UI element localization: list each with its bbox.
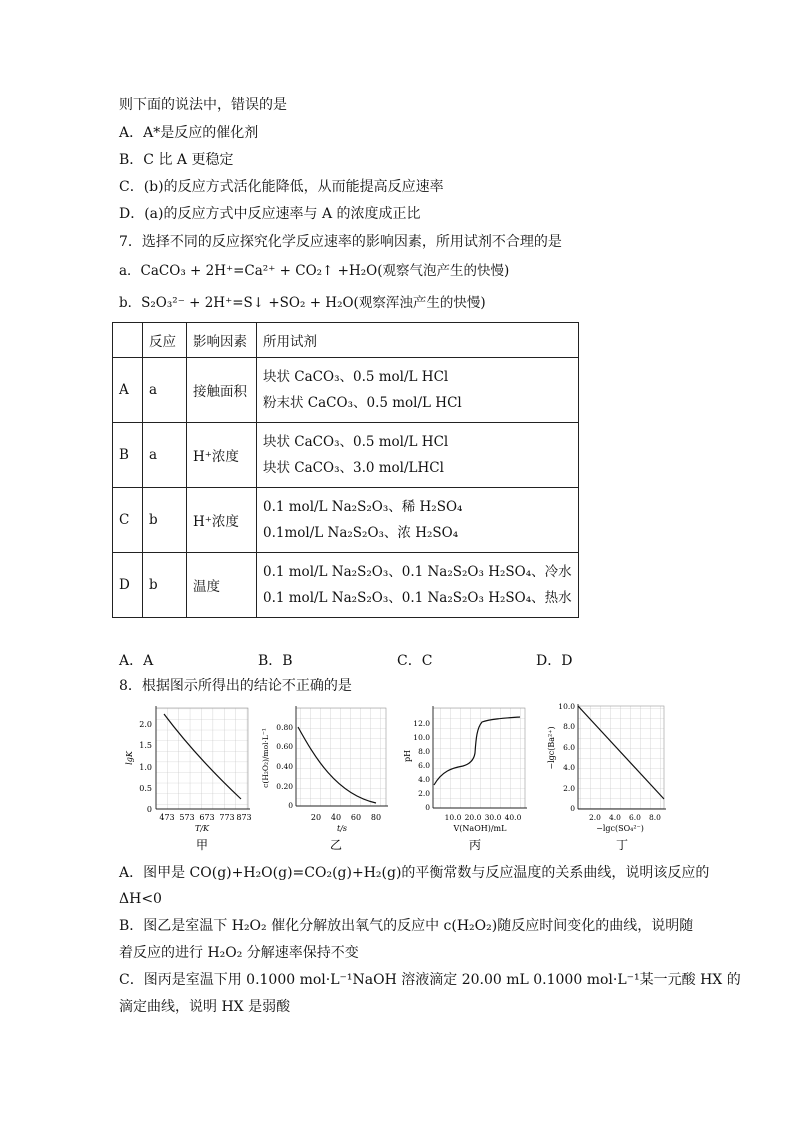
row-factor: H⁺浓度 <box>187 423 257 488</box>
row-factor: H⁺浓度 <box>187 488 257 553</box>
graph-ding <box>547 702 666 852</box>
x-tick: 40 <box>330 813 342 822</box>
y-tick: 2.0 <box>139 720 152 729</box>
x-tick: 40.0 <box>504 813 522 822</box>
choice-d: D．D <box>536 653 573 669</box>
y-tick: 0 <box>570 804 575 813</box>
y-tick: 1.5 <box>139 741 152 750</box>
y-tick: 4.0 <box>563 763 575 772</box>
reagent-line: 块状 CaCO₃、0.5 mol/L HCl <box>263 369 449 385</box>
reagent-line: 块状 CaCO₃、3.0 mol/LHCl <box>263 460 444 476</box>
row-label: A <box>113 358 143 423</box>
row-factor: 接触面积 <box>187 358 257 423</box>
y-tick: 0.80 <box>276 723 293 732</box>
reagent-line: 块状 CaCO₃、0.5 mol/L HCl <box>263 434 449 450</box>
x-tick: 30.0 <box>484 813 502 822</box>
reagent-line: 0.1 mol/L Na₂S₂O₃、稀 H₂SO₄ <box>263 499 463 515</box>
q7-stem: 7．选择不同的反应探究化学反应速率的影响因素，所用试剂不合理的是 <box>119 234 562 250</box>
q8-option-a-line1: A．图甲是 CO(g)+H₂O(g)=CO₂(g)+H₂(g)的平衡常数与反应温度的关系曲线，说明该反应的 <box>119 865 710 881</box>
y-tick: 0.5 <box>139 784 152 793</box>
x-axis-label: t/s <box>336 824 348 833</box>
y-tick: 0.60 <box>276 742 293 751</box>
row-reaction: b <box>143 553 187 618</box>
q8-stem: 8．根据图示所得出的结论不正确的是 <box>119 678 352 694</box>
row-reaction: b <box>143 488 187 553</box>
q6-option-b: B．C 比 A 更稳定 <box>119 152 234 168</box>
choice-b: B．B <box>258 653 293 669</box>
q8-option-a-line2: ΔH<0 <box>119 891 162 907</box>
x-tick: 80 <box>370 813 382 822</box>
q7-reaction-a: a．CaCO₃ + 2H⁺=Ca²⁺ + CO₂↑ +H₂O(观察气泡产生的快慢) <box>119 263 510 279</box>
q8-option-c-line1: C．图丙是室温下用 0.1000 mol·L⁻¹NaOH 溶液滴定 20.00 mL 0.1000 mol·L⁻¹某一元酸 HX 的 <box>119 972 741 988</box>
choice-c: C．C <box>397 653 433 669</box>
table-row <box>113 423 579 488</box>
reagent-line: 粉末状 CaCO₃、0.5 mol/L HCl <box>263 395 462 411</box>
q7-choices <box>119 650 679 668</box>
reagent-table <box>112 322 579 618</box>
row-reagents <box>257 488 579 553</box>
row-factor: 温度 <box>187 553 257 618</box>
x-tick: 873 <box>236 813 252 822</box>
x-tick: 20.0 <box>464 813 482 822</box>
x-tick: 6.0 <box>629 813 641 822</box>
row-reaction: a <box>143 423 187 488</box>
table-header-row <box>113 323 579 358</box>
y-axis-label: c(H₂O₂)/mol·L⁻¹ <box>261 728 270 788</box>
y-tick: 0.20 <box>276 782 293 791</box>
table-row <box>113 358 579 423</box>
x-tick: 473 <box>159 813 175 822</box>
x-axis-label: −lgc(SO₄²⁻) <box>596 824 644 833</box>
x-tick: 673 <box>199 813 215 822</box>
x-tick: 60 <box>350 813 362 822</box>
table-header-cell: 所用试剂 <box>257 323 579 358</box>
y-tick: 1.0 <box>139 763 152 772</box>
q6-option-c: C．(b)的反应方式活化能降低，从而能提高反应速率 <box>119 179 444 195</box>
graph-jia <box>125 706 252 852</box>
x-axis-label: T/K <box>194 824 210 833</box>
row-reagents <box>257 423 579 488</box>
y-axis-label: −lgc(Ba²⁺) <box>547 726 556 770</box>
y-tick: 8.0 <box>418 747 430 756</box>
q8-option-b-line2: 着反应的进行 H₂O₂ 分解速率保持不变 <box>119 945 359 961</box>
row-reagents <box>257 553 579 618</box>
x-axis-label: V(NaOH)/mL <box>453 824 507 833</box>
y-tick: 0 <box>288 801 293 810</box>
y-axis-label: lgK <box>125 751 134 765</box>
row-reaction: a <box>143 358 187 423</box>
y-tick: 0 <box>146 805 152 814</box>
table-row <box>113 553 579 618</box>
table-header-cell: 影响因素 <box>187 323 257 358</box>
y-tick: 4.0 <box>418 775 430 784</box>
y-tick: 0.40 <box>276 762 293 771</box>
graph-caption: 甲 <box>195 838 209 852</box>
row-reagents <box>257 358 579 423</box>
q8-option-b-line1: B．图乙是室温下 H₂O₂ 催化分解放出氧气的反应中 c(H₂O₂)随反应时间变化的曲线，说明随 <box>119 918 694 934</box>
y-tick: 8.0 <box>563 722 575 731</box>
q6-option-a: A．A*是反应的催化剂 <box>119 125 259 141</box>
q7-reaction-b: b．S₂O₃²⁻ + 2H⁺=S↓ +SO₂ + H₂O(观察浑浊产生的快慢) <box>119 295 486 311</box>
question-intro: 则下面的说法中，错误的是 <box>119 97 287 113</box>
q8-option-c-line2: 滴定曲线，说明 HX 是弱酸 <box>119 999 291 1015</box>
y-tick: 12.0 <box>413 719 430 728</box>
y-axis-label: pH <box>403 749 412 763</box>
row-label: D <box>113 553 143 618</box>
y-tick: 10.0 <box>558 702 575 711</box>
row-label: C <box>113 488 143 553</box>
x-tick: 20 <box>310 813 322 822</box>
x-tick: 4.0 <box>609 813 621 822</box>
y-tick: 2.0 <box>418 789 430 798</box>
table-header-cell <box>113 323 143 358</box>
y-tick: 2.0 <box>563 784 575 793</box>
x-tick: 773 <box>219 813 235 822</box>
table-row <box>113 488 579 553</box>
reagent-line: 0.1 mol/L Na₂S₂O₃、0.1 Na₂S₂O₃ H₂SO₄、热水 <box>263 590 572 606</box>
y-tick: 10.0 <box>413 733 430 742</box>
row-label: B <box>113 423 143 488</box>
x-tick: 10.0 <box>444 813 462 822</box>
table-header-cell: 反应 <box>143 323 187 358</box>
graph-caption: 丁 <box>615 838 629 852</box>
graph-caption: 乙 <box>329 838 343 852</box>
reagent-line: 0.1 mol/L Na₂S₂O₃、0.1 Na₂S₂O₃ H₂SO₄、冷水 <box>263 564 572 580</box>
reagent-line: 0.1mol/L Na₂S₂O₃、浓 H₂SO₄ <box>263 525 459 541</box>
y-tick: 0 <box>425 803 430 812</box>
choice-a: A．A <box>119 653 154 669</box>
x-tick: 2.0 <box>589 813 601 822</box>
graph-bing <box>403 706 527 852</box>
q6-option-d: D．(a)的反应方式中反应速率与 A 的浓度成正比 <box>119 206 421 222</box>
x-tick: 573 <box>179 813 195 822</box>
graph-caption: 丙 <box>468 838 482 852</box>
x-tick: 8.0 <box>649 813 661 822</box>
q8-figures <box>110 698 680 858</box>
y-tick: 6.0 <box>418 761 430 770</box>
y-tick: 6.0 <box>563 743 575 752</box>
graph-yi <box>261 706 388 852</box>
